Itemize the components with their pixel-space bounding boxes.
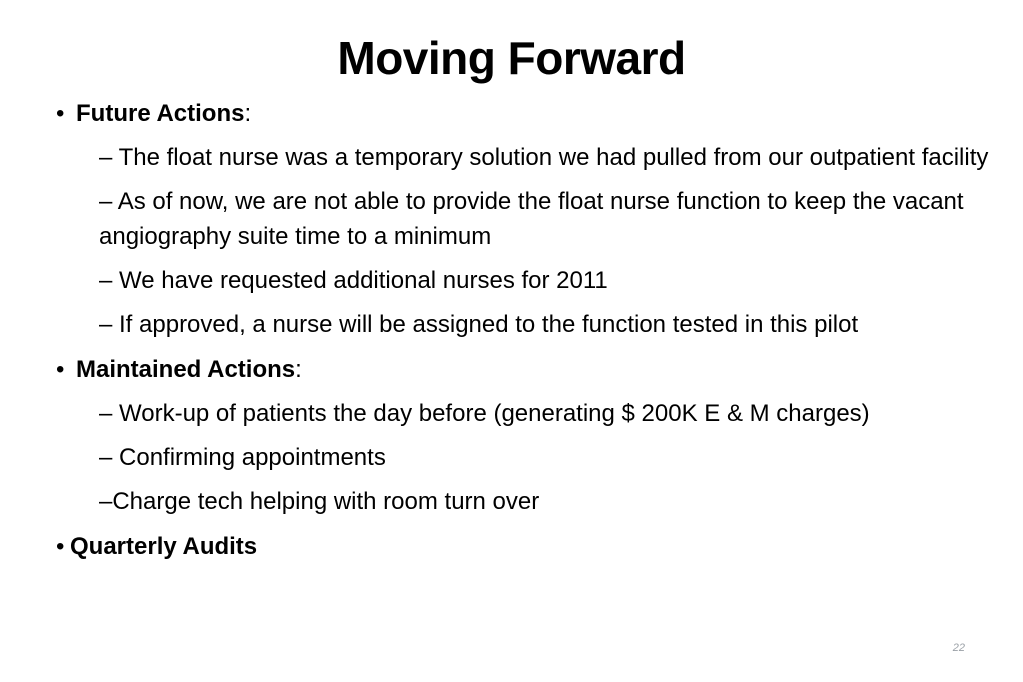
- section-maintained-actions: [56, 352, 1001, 519]
- list-item: – Work-up of patients the day before (generating $ 200K E & M charges): [99, 400, 870, 427]
- list-item: – We have requested additional nurses for 2011: [99, 267, 608, 294]
- section-quarterly-audits: [56, 529, 1001, 564]
- list-item: –Charge tech helping with room turn over: [99, 488, 540, 515]
- heading-suffix: :: [295, 356, 302, 383]
- section-heading: Future Actions: [76, 100, 245, 127]
- sub-list: [56, 140, 1001, 342]
- list-item: – Confirming appointments: [99, 444, 386, 471]
- section-heading: Quarterly Audits: [70, 533, 258, 560]
- section-heading-line: [56, 96, 1001, 131]
- bullet-icon: •: [56, 533, 65, 560]
- bullet-icon: •: [56, 356, 65, 383]
- heading-suffix: :: [244, 100, 252, 127]
- sub-list: [56, 396, 1001, 519]
- list-item: – As of now, we are not able to provide the float nurse function to keep the vacant angiography suite time to a minimum: [99, 188, 964, 250]
- section-future-actions: [56, 96, 1001, 342]
- list-item: – If approved, a nurse will be assigned to the function tested in this pilot: [99, 311, 859, 338]
- slide-body: [56, 96, 1001, 564]
- section-heading-line: [56, 529, 1001, 564]
- slide-title: Moving Forward: [337, 32, 686, 84]
- page-number: 22: [952, 642, 965, 654]
- section-heading: Maintained Actions: [76, 356, 296, 383]
- bullet-icon: •: [56, 100, 65, 127]
- list-item: – The float nurse was a temporary solution we had pulled from our outpatient facility: [99, 144, 989, 171]
- section-heading-line: [56, 352, 1001, 387]
